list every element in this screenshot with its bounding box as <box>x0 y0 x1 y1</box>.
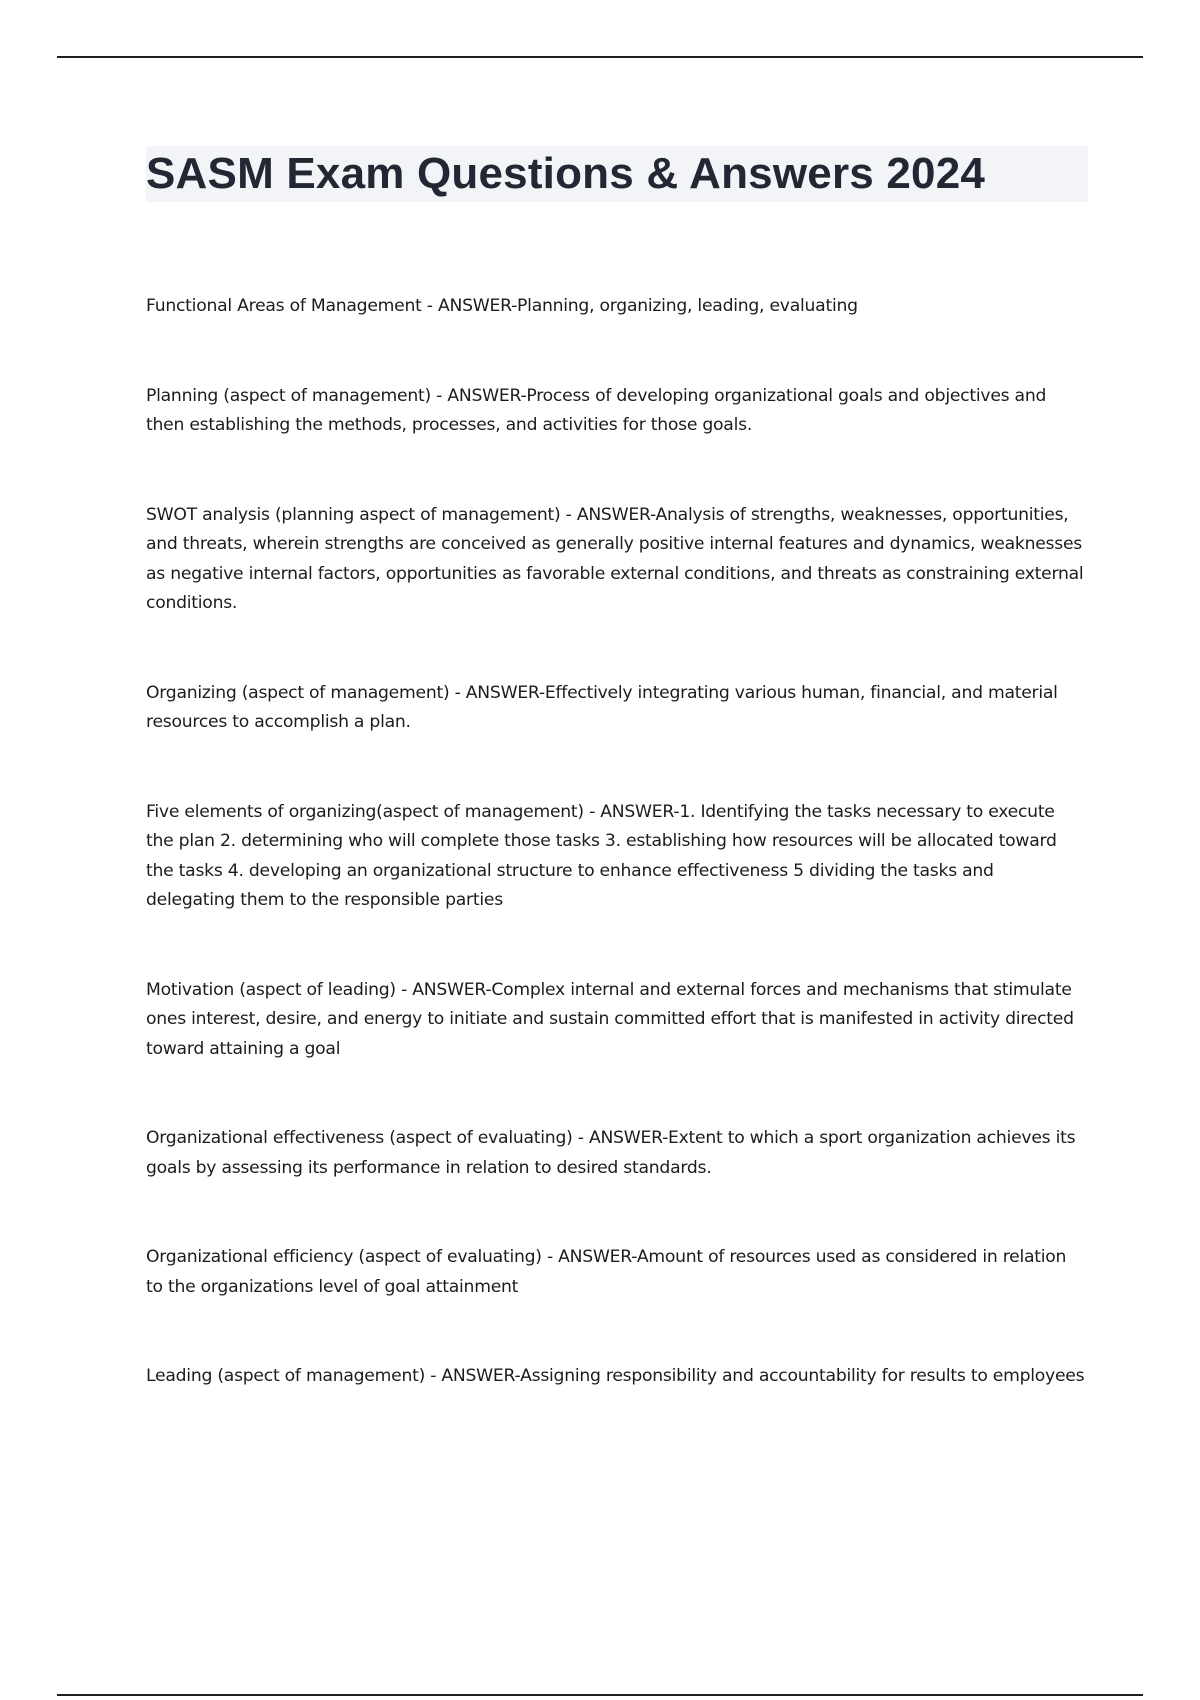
qa-entry: Five elements of organizing(aspect of management) - ANSWER-1. Identifying the tasks necessary to execute the plan 2. determining who will complete those tasks 3. establishing how resources will be allocated toward the tasks 4. developing an organizational structure to enhance effectiveness 5 dividing the tasks and delegating them to the responsible parties <box>146 801 1057 910</box>
qa-entry: Functional Areas of Management - ANSWER-Planning, organizing, leading, evaluating <box>146 296 858 316</box>
qa-entry: Organizing (aspect of management) - ANSWER-Effectively integrating various human, financial, and material resources to accomplish a plan. <box>146 682 1058 732</box>
qa-list <box>146 292 1086 1452</box>
qa-entry: Planning (aspect of management) - ANSWER-Process of developing organizational goals and objectives and then establishing the methods, processes, and activities for those goals. <box>146 385 1047 435</box>
top-rule <box>57 56 1143 58</box>
qa-entry: Organizational effectiveness (aspect of evaluating) - ANSWER-Extent to which a sport organization achieves its goals by assessing its performance in relation to desired standards. <box>146 1128 1076 1178</box>
qa-entry: Motivation (aspect of leading) - ANSWER-Complex internal and external forces and mechanisms that stimulate ones interest, desire, and energy to initiate and sustain committed effort that is manifested in activity directed toward attaining a goal <box>146 979 1074 1059</box>
bottom-rule <box>57 1694 1143 1696</box>
qa-entry: SWOT analysis (planning aspect of management) - ANSWER-Analysis of strengths, weaknesses, opportunities, and threats, wherein strengths are conceived as generally positive internal features and dynamics, weaknesses as negative internal factors, opportunities as favorable external conditions, and threats as constraining external conditions. <box>146 504 1084 613</box>
page-title: SASM Exam Questions & Answers 2024 <box>146 149 986 198</box>
qa-entry: Organizational efficiency (aspect of evaluating) - ANSWER-Amount of resources used as considered in relation to the organizations level of goal attainment <box>146 1247 1067 1297</box>
qa-entry: Leading (aspect of management) - ANSWER-Assigning responsibility and accountability for results to employees <box>146 1366 1085 1386</box>
